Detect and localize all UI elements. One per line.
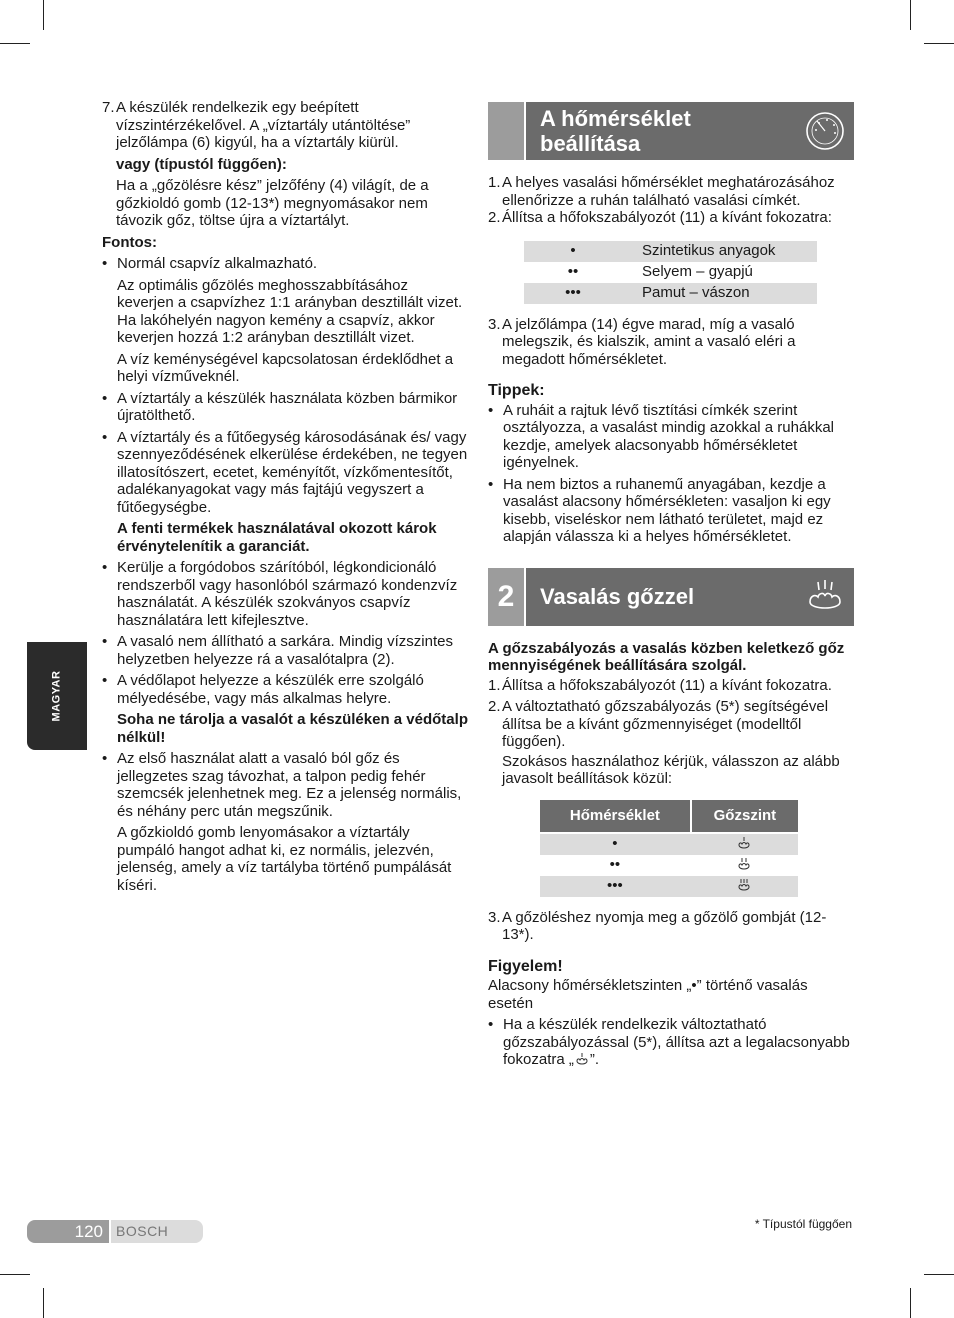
- table-header: Hőmérséklet: [540, 800, 690, 832]
- table-row: •••: [540, 876, 798, 897]
- language-tab: [27, 642, 87, 750]
- steam-table: [540, 800, 798, 897]
- table-row: ••: [540, 855, 798, 876]
- paragraph: Az optimális gőzölés meghosszabbításához keverjen a csapvízhez 1:1 arányban desztillált vizet. Ha lakóhelyén nagyon kemény a csapvíz, akkor keverjen hozzá 1:2 arányban desztillált vizet.: [117, 276, 463, 346]
- section-heading: Fontos:: [102, 233, 157, 251]
- paragraph: Alacsony hőmérsékletszinten „•” történő vasalás esetén: [488, 977, 808, 1012]
- paragraph-bold: vagy (típustól függően):: [116, 155, 287, 173]
- item-number: 7.: [102, 99, 115, 116]
- numbered-item: 2. A változtatható gőzszabályozás (5*) segítségével állítsa be a kívánt gőzmennyiséget (modelltől függően).: [488, 698, 829, 750]
- table-row: •: [540, 834, 798, 855]
- section-heading: Figyelem!: [488, 957, 563, 975]
- paragraph-bold: A fenti termékek használatával okozott károk érvénytelenítik a garanciát.: [117, 520, 437, 555]
- footnote: * Típustól függően: [754, 1217, 852, 1231]
- bullet-item: • A védőlapot helyezze a készülék erre szolgáló mélyedésébe, vagy más alkalmas helyre.: [102, 672, 424, 707]
- bullet-item: • A víztartály a készülék használata közben bármikor újratölthető.: [102, 389, 458, 424]
- numbered-item: 2. Állítsa a hőfokszabályozót (11) a kívánt fokozatra:: [488, 209, 832, 226]
- right-column: [488, 102, 854, 1069]
- steam-medium-icon: [736, 857, 752, 871]
- numbered-item-7: [102, 99, 468, 152]
- section-number-box: [488, 102, 526, 160]
- bullet-item: • A vasaló nem állítható a sarkára. Mindig vízszintes helyzetben helyezze rá a vasalótalpra (2).: [102, 633, 453, 668]
- crop-mark: [924, 1274, 954, 1275]
- table-row: • Szintetikus anyagok: [524, 241, 817, 262]
- numbered-item: 1. Állítsa a hőfokszabályozót (11) a kívánt fokozatra.: [488, 676, 832, 694]
- crop-mark: [0, 43, 30, 44]
- bullet-item: • A ruháit a rajtuk lévő tisztítási címkék szerint osztályozza, a vasalást mindig azokkal a ruhákkal kezdje, amelyek alacsonyabb hőmérsékletet igényelnek.: [488, 401, 834, 471]
- section-title: A hőmérséklet beállítása: [540, 106, 691, 156]
- table-row: •• Selyem – gyapjú: [567, 263, 753, 281]
- section-header-steam: [488, 568, 854, 626]
- crop-mark: [924, 43, 954, 44]
- bullet-item: • Az első használat alatt a vasaló ból gőz és jellegzetes szag távozhat, a talpon pedig fehér szemcsék jelenhetnek meg. Ez a jelenség normális, és néhány perc után megszűnik.: [102, 750, 462, 820]
- section-number: 2: [488, 568, 526, 626]
- bullet-item: • Ha a készülék rendelkezik változtatható gőzszabályozással (5*), állítsa azt a legalacsonyabb fokozatra „ ”.: [488, 1016, 850, 1068]
- bullet-item: • Normál csapvíz alkalmazható.: [102, 255, 318, 272]
- language-tab-label: MAGYAR: [50, 670, 63, 722]
- page-footer: [27, 1220, 203, 1243]
- crop-mark: [910, 1288, 911, 1318]
- table-row: ••• Pamut – vászon: [524, 283, 817, 304]
- section-title: Vasalás gőzzel: [540, 584, 695, 609]
- paragraph: A gőzkioldó gomb lenyomásakor a víztartály pumpáló hangot adhat ki, ez normális, jelezvén, jelenség, amely a víz tartályba történő pumpálását kíséri.: [117, 824, 452, 894]
- crop-mark: [0, 1274, 30, 1275]
- paragraph: A készülék rendelkezik egy beépített vízszintérzékelővel. A „víztartály utántöltése” jelzőlámpa (6) kigyúl, ha a víztartály kiürül.: [116, 99, 411, 151]
- page-number: 120: [27, 1220, 109, 1243]
- table-header: Gőzszint: [690, 800, 798, 832]
- brand-label: BOSCH: [111, 1220, 203, 1243]
- temperature-dial-icon: [804, 110, 846, 152]
- numbered-item: 1. A helyes vasalási hőmérséklet meghatározásához ellenőrizze a ruhán található vasalási címkét.: [488, 174, 835, 209]
- crop-mark: [910, 0, 911, 30]
- left-column: [102, 99, 468, 894]
- bullet-item: • Ha nem biztos a ruhanemű anyagában, kezdje a vasalást alacsony hőmérsékleten: vasaljon ki egy kisebb, viseléskor nem látható területet, majd ez alapján válassza ki a helyes hőmérsékletet.: [488, 475, 831, 545]
- section-heading: Tippek:: [488, 382, 545, 399]
- paragraph: Szokásos használathoz kérjük, válasszon az alább javasolt beállítások közül:: [502, 752, 840, 787]
- section-header-temperature: [488, 102, 854, 160]
- paragraph: Ha a „gőzölésre kész” jelzőfény (4) világít, de a gőzkioldó gomb (12-13*) megnyomásakor nem távozik gőz, töltse újra a víztartályt.: [116, 177, 429, 229]
- steam-low-icon: [736, 836, 752, 850]
- bullet-item: • Kerülje a forgódobos szárítóból, légkondicionáló rendszerből vagy hasonlóból származó kondenzvíz használatát. A készülék szokványos csapvíz használatára lett kifejlesztve.: [102, 559, 458, 629]
- steam-icon: [804, 576, 846, 618]
- paragraph: A víz keménységével kapcsolatosan érdeklődhet a helyi vízműveknél.: [117, 350, 454, 385]
- numbered-item: 3. A gőzöléshez nyomja meg a gőzölő gombját (12-13*).: [488, 908, 827, 943]
- temperature-table: [524, 241, 817, 304]
- steam-low-icon: [574, 1052, 590, 1066]
- paragraph-bold: A gőzszabályozás a vasalás közben keletkező gőz mennyiségének beállítására szolgál.: [488, 639, 845, 674]
- bullet-item: • A víztartály és a fűtőegység károsodásának és/ vagy szennyeződésének elkerülése érdekében, ne tegyen illatosítószert, ecetet, keményítőt, vízkőmentesítőt, adalékanyagokat vagy más fajtájú vegyszert a fűtőegységbe.: [102, 428, 468, 516]
- crop-mark: [43, 1288, 44, 1318]
- paragraph-bold: Soha ne tárolja a vasalót a készüléken a védőtalp nélkül!: [117, 711, 468, 746]
- numbered-item: 3. A jelzőlámpa (14) égve marad, míg a vasaló melegszik, és kialszik, amint a vasaló eléri a megadott hőmérsékletet.: [488, 315, 796, 368]
- crop-mark: [43, 0, 44, 30]
- steam-high-icon: [736, 878, 752, 892]
